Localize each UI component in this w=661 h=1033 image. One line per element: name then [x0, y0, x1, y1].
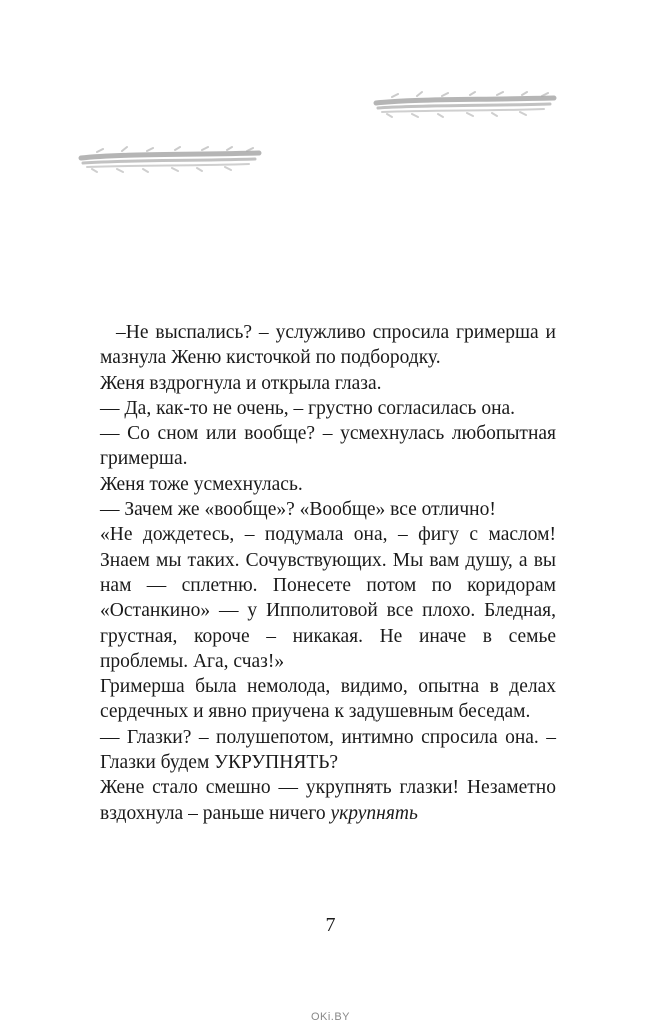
paragraph: — Глазки? – полушепотом, интимно спросила она. – Глазки будем УКРУПНЯТЬ? — [100, 726, 556, 774]
paragraph: — Зачем же «вообще»? «Вообще» все отлично! — [100, 499, 496, 521]
brush-stroke-icon — [77, 145, 263, 175]
paragraph: Женя вздрогнула и открыла глаза. — [100, 372, 382, 394]
ornament-brush-stroke-top — [372, 90, 558, 120]
paragraph-last-text: Жене стало смешно — укрупнять глазки! Незаметно вздохнула – раньше ничего — [100, 777, 556, 824]
paragraph-last — [100, 775, 556, 826]
paragraph: Гримерша была немолода, видимо, опытна в делах сердечных и явно приучена к задушевным беседам. — [100, 676, 556, 723]
page-number: 7 — [325, 914, 336, 936]
ornament-brush-stroke-bottom — [77, 145, 263, 175]
paragraph: — Со сном или вообще? – усмехнулась любопытная гримерша. — [100, 423, 556, 470]
paragraph: –Не выспались? – услужливо спросила гримерша и мазнула Женю кисточкой по подбородку. — [100, 322, 556, 369]
brush-stroke-icon — [372, 90, 558, 120]
paragraph-last-italic: укрупнять — [330, 802, 418, 824]
paragraph: — Да, как-то не очень, – грустно согласилась она. — [100, 397, 516, 419]
watermark: OKi.BY — [310, 1011, 351, 1023]
paragraph: Женя тоже усмехнулась. — [100, 473, 303, 495]
paragraph: «Не дождетесь, – подумала она, – фигу с маслом! Знаем мы таких. Сочувствующих. Мы вам душу, а вы нам — сплетню. Понесете потом по коридорам «Останкино» — у Ипполитовой все плохо. Бледная, грустная, короче – никакая. Не иначе в семье проблемы. Ага, счаз!» — [100, 524, 556, 672]
body-text — [100, 320, 556, 826]
